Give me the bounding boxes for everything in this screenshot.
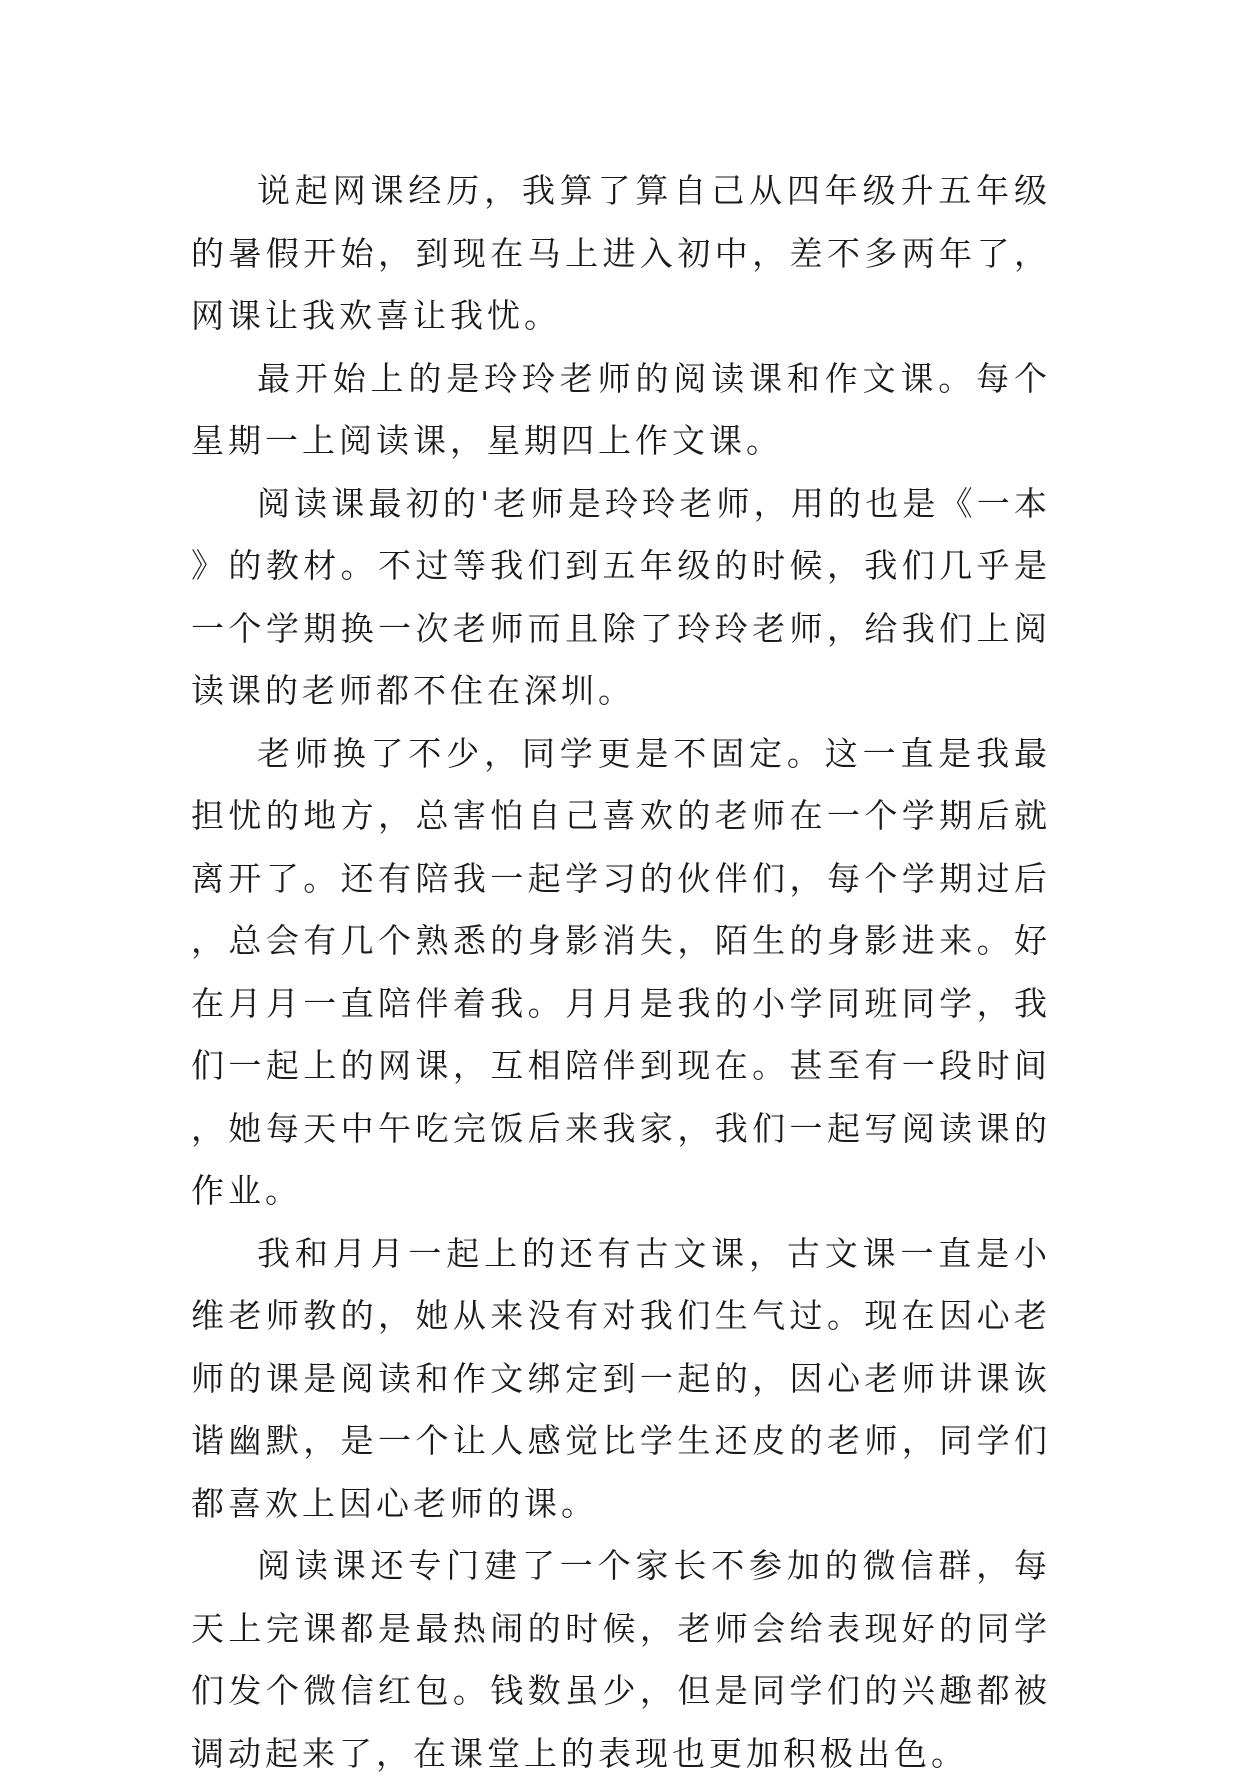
paragraph-3: 阅读课最初的'老师是玲玲老师，用的也是《一本》的教材。不过等我们到五年级的时候，我们几乎是一个学期换一次老师而且除了玲玲老师，给我们上阅读课的老师都不住在深圳。 xyxy=(191,483,1051,710)
paragraph-2: 最开始上的是玲玲老师的阅读课和作文课。每个星期一上阅读课，星期四上作文课。 xyxy=(191,358,1051,460)
paragraph-6: 阅读课还专门建了一个家长不参加的微信群，每天上完课都是最热闹的时候，老师会给表现好的同学们发个微信红包。钱数虽少，但是同学们的兴趣都被调动起来了，在课堂上的表现也更加积极出色。 xyxy=(191,1546,1051,1773)
paragraph-1: 说起网课经历，我算了算自己从四年级升五年级的暑假开始，到现在马上进入初中，差不多两年了，网课让我欢喜让我忧。 xyxy=(191,171,1051,335)
paragraph-5: 我和月月一起上的还有古文课，古文课一直是小维老师教的，她从来没有对我们生气过。现在因心老师的课是阅读和作文绑定到一起的，因心老师讲课诙谐幽默，是一个让人感觉比学生还皮的老师，同学们都喜欢上因心老师的课。 xyxy=(191,1233,1051,1523)
paragraph-4: 老师换了不少，同学更是不固定。这一直是我最担忧的地方，总害怕自己喜欢的老师在一个学期后就离开了。还有陪我一起学习的伙伴们，每个学期过后，总会有几个熟悉的身影消失，陌生的身影进来。好在月月一直陪伴着我。月月是我的小学同班同学，我们一起上的网课，互相陪伴到现在。甚至有一段时间，她每天中午吃完饭后来我家，我们一起写阅读课的作业。 xyxy=(191,733,1051,1210)
document-body xyxy=(191,160,1051,1785)
